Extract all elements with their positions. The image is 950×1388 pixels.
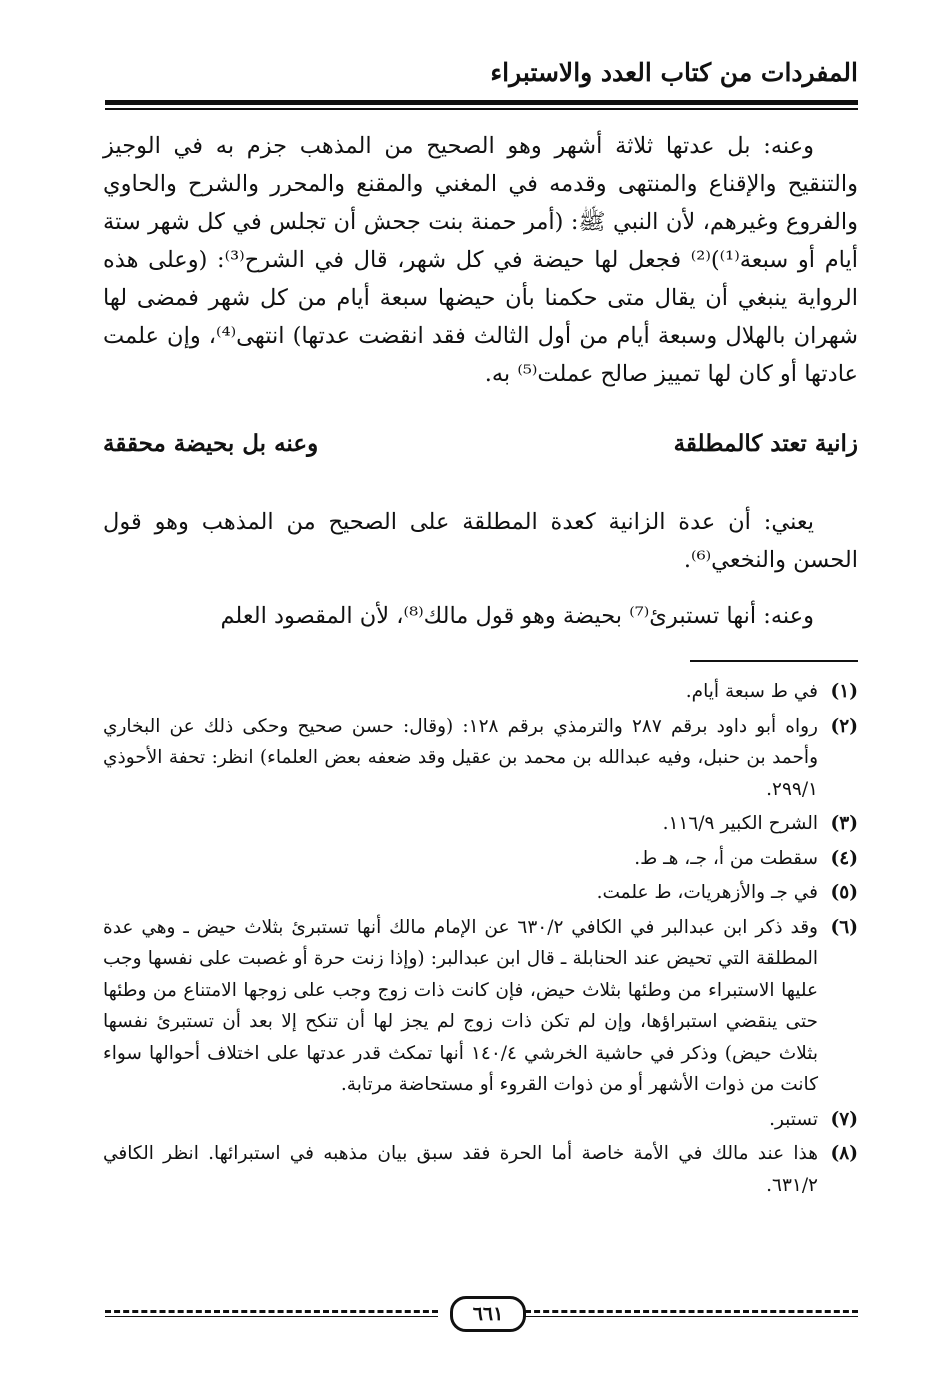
footnote-number: (٥) [830,882,858,903]
footnote-text: وقد ذكر ابن عبدالبر في الكافي ٦٣٠/٢ عن الإمام مالك أنها تستبرئ بثلاث حيض ـ وهي عدة المطلقة التي تحيض عند الحنابلة ـ قال ابن عبدالبر: (وإذا زنت حرة أو غصبت على نفسها وجب عليها الاستبراء من وطئها بثلاث حيض، فإن كانت ذات زوج وجب على زوجها الامتناع من وطئها حتى ينقضي استبراؤها، وإن لم تكن ذات زوج لم يجز لها أن تنكح إلا بعد أن تستبرئ نفسها بثلاث حيض) وذكر في حاشية الخرشي ١٤٠/٤ أنها تمكث قدر عدتها على اختلاف أحوالها سواء كانت من ذوات الأشهر أو من ذوات القروء أو مستحاضة مرتابة. [103,916,818,1095]
footnote-text: رواه أبو داود برقم ٢٨٧ والترمذي برقم ١٢٨: (وقال: حسن صحيح وحكى ذلك عن البخاري وأحمد بن حنبل، وفيه عبدالله بن محمد بن عقيل وقد ضعفه بعض العلماء) انظر: تحفة الأحوذي ٢٩٩/١. [103,715,818,800]
section-heading [103,430,858,457]
footnote-separator [690,660,858,662]
header-rule-thin [105,108,858,110]
body-paragraph-1 [103,127,858,393]
footnote-item [103,1104,858,1136]
footnote-item [103,808,858,840]
paragraph-text: وعنه: أنها تستبرئ⁽⁷⁾ بحيضة وهو قول مالك⁽⁸⁾، لأن المقصود العلم [220,603,814,629]
footnote-number: (٣) [830,813,858,834]
footnote-text: الشرح الكبير ١١٦/٩. [662,813,818,834]
paragraph-text: يعني: أن عدة الزانية كعدة المطلقة على الصحيح من المذهب وهو قول الحسن والنخعي⁽⁶⁾. [103,509,858,573]
running-header-title: المفردات من كتاب العدد والاستبراء [490,58,858,87]
footnote-number: (٨) [830,1143,858,1164]
footnote-number: (٧) [830,1108,858,1130]
body-paragraph-2 [103,503,858,579]
header-rule-thick [105,100,858,105]
page-footer [105,1296,858,1330]
footnote-number: (٤) [830,847,858,869]
footnote-item [103,711,858,806]
footer-dash-line-left [105,1310,438,1313]
footer-dash-line-right [525,1310,858,1313]
footnote-item [103,843,858,875]
body-paragraph-3 [103,597,858,635]
footnote-item [103,877,858,909]
page-number: ٦٦١ [450,1296,526,1332]
paragraph-text: وعنه: بل عدتها ثلاثة أشهر وهو الصحيح من المذهب جزم به في الوجيز والتنقيح والإقناع والمنتهى وقدمه في المغني والمقنع والمحرر والشرح والحاوي والفروع وغيرهم، لأن النبي ﷺ: (أمر حمنة بنت جحش أن تجلس في كل شهر ستة أيام أو سبعة⁽¹⁾)⁽²⁾ فجعل لها حيضة في كل شهر، قال في الشرح⁽³⁾: (وعلى هذه الرواية ينبغي أن يقال متى حكمنا بأن حيضها سبعة أيام من كل شهر فمضى لها شهران بالهلال وسبعة أيام من أول الثالث فقد انقضت عدتها) انتهى⁽⁴⁾، وإن علمت عادتها أو كان لها تمييز صالح عملت⁽⁵⁾ به. [103,133,858,387]
footer-rule-right [525,1316,858,1317]
footnote-text: سقطت من أ، جـ، هـ ط. [634,847,818,869]
footnote-text: في ط سبعة أيام. [685,681,818,702]
heading-right-phrase: زانية تعتد كالمطلقة [673,430,858,457]
footnote-text: هذا عند مالك في الأمة خاصة أما الحرة فقد سبق بيان مذهبه في استبرائها. انظر الكافي ٦٣١/٢. [103,1143,818,1196]
footnote-item [103,912,858,1101]
footnote-number: (٦) [830,916,858,938]
footnote-item [103,1138,858,1201]
footnote-item [103,676,858,708]
footer-rule-left [105,1316,438,1317]
footnotes-list [103,676,858,1204]
footnote-number: (١) [830,681,858,702]
heading-left-phrase: وعنه بل بحيضة محققة [103,430,319,457]
footnote-text: في جـ والأزهريات، ط علمت. [596,882,818,903]
footnote-number: (٢) [830,715,858,737]
footnote-text: تستبر. [769,1108,818,1130]
